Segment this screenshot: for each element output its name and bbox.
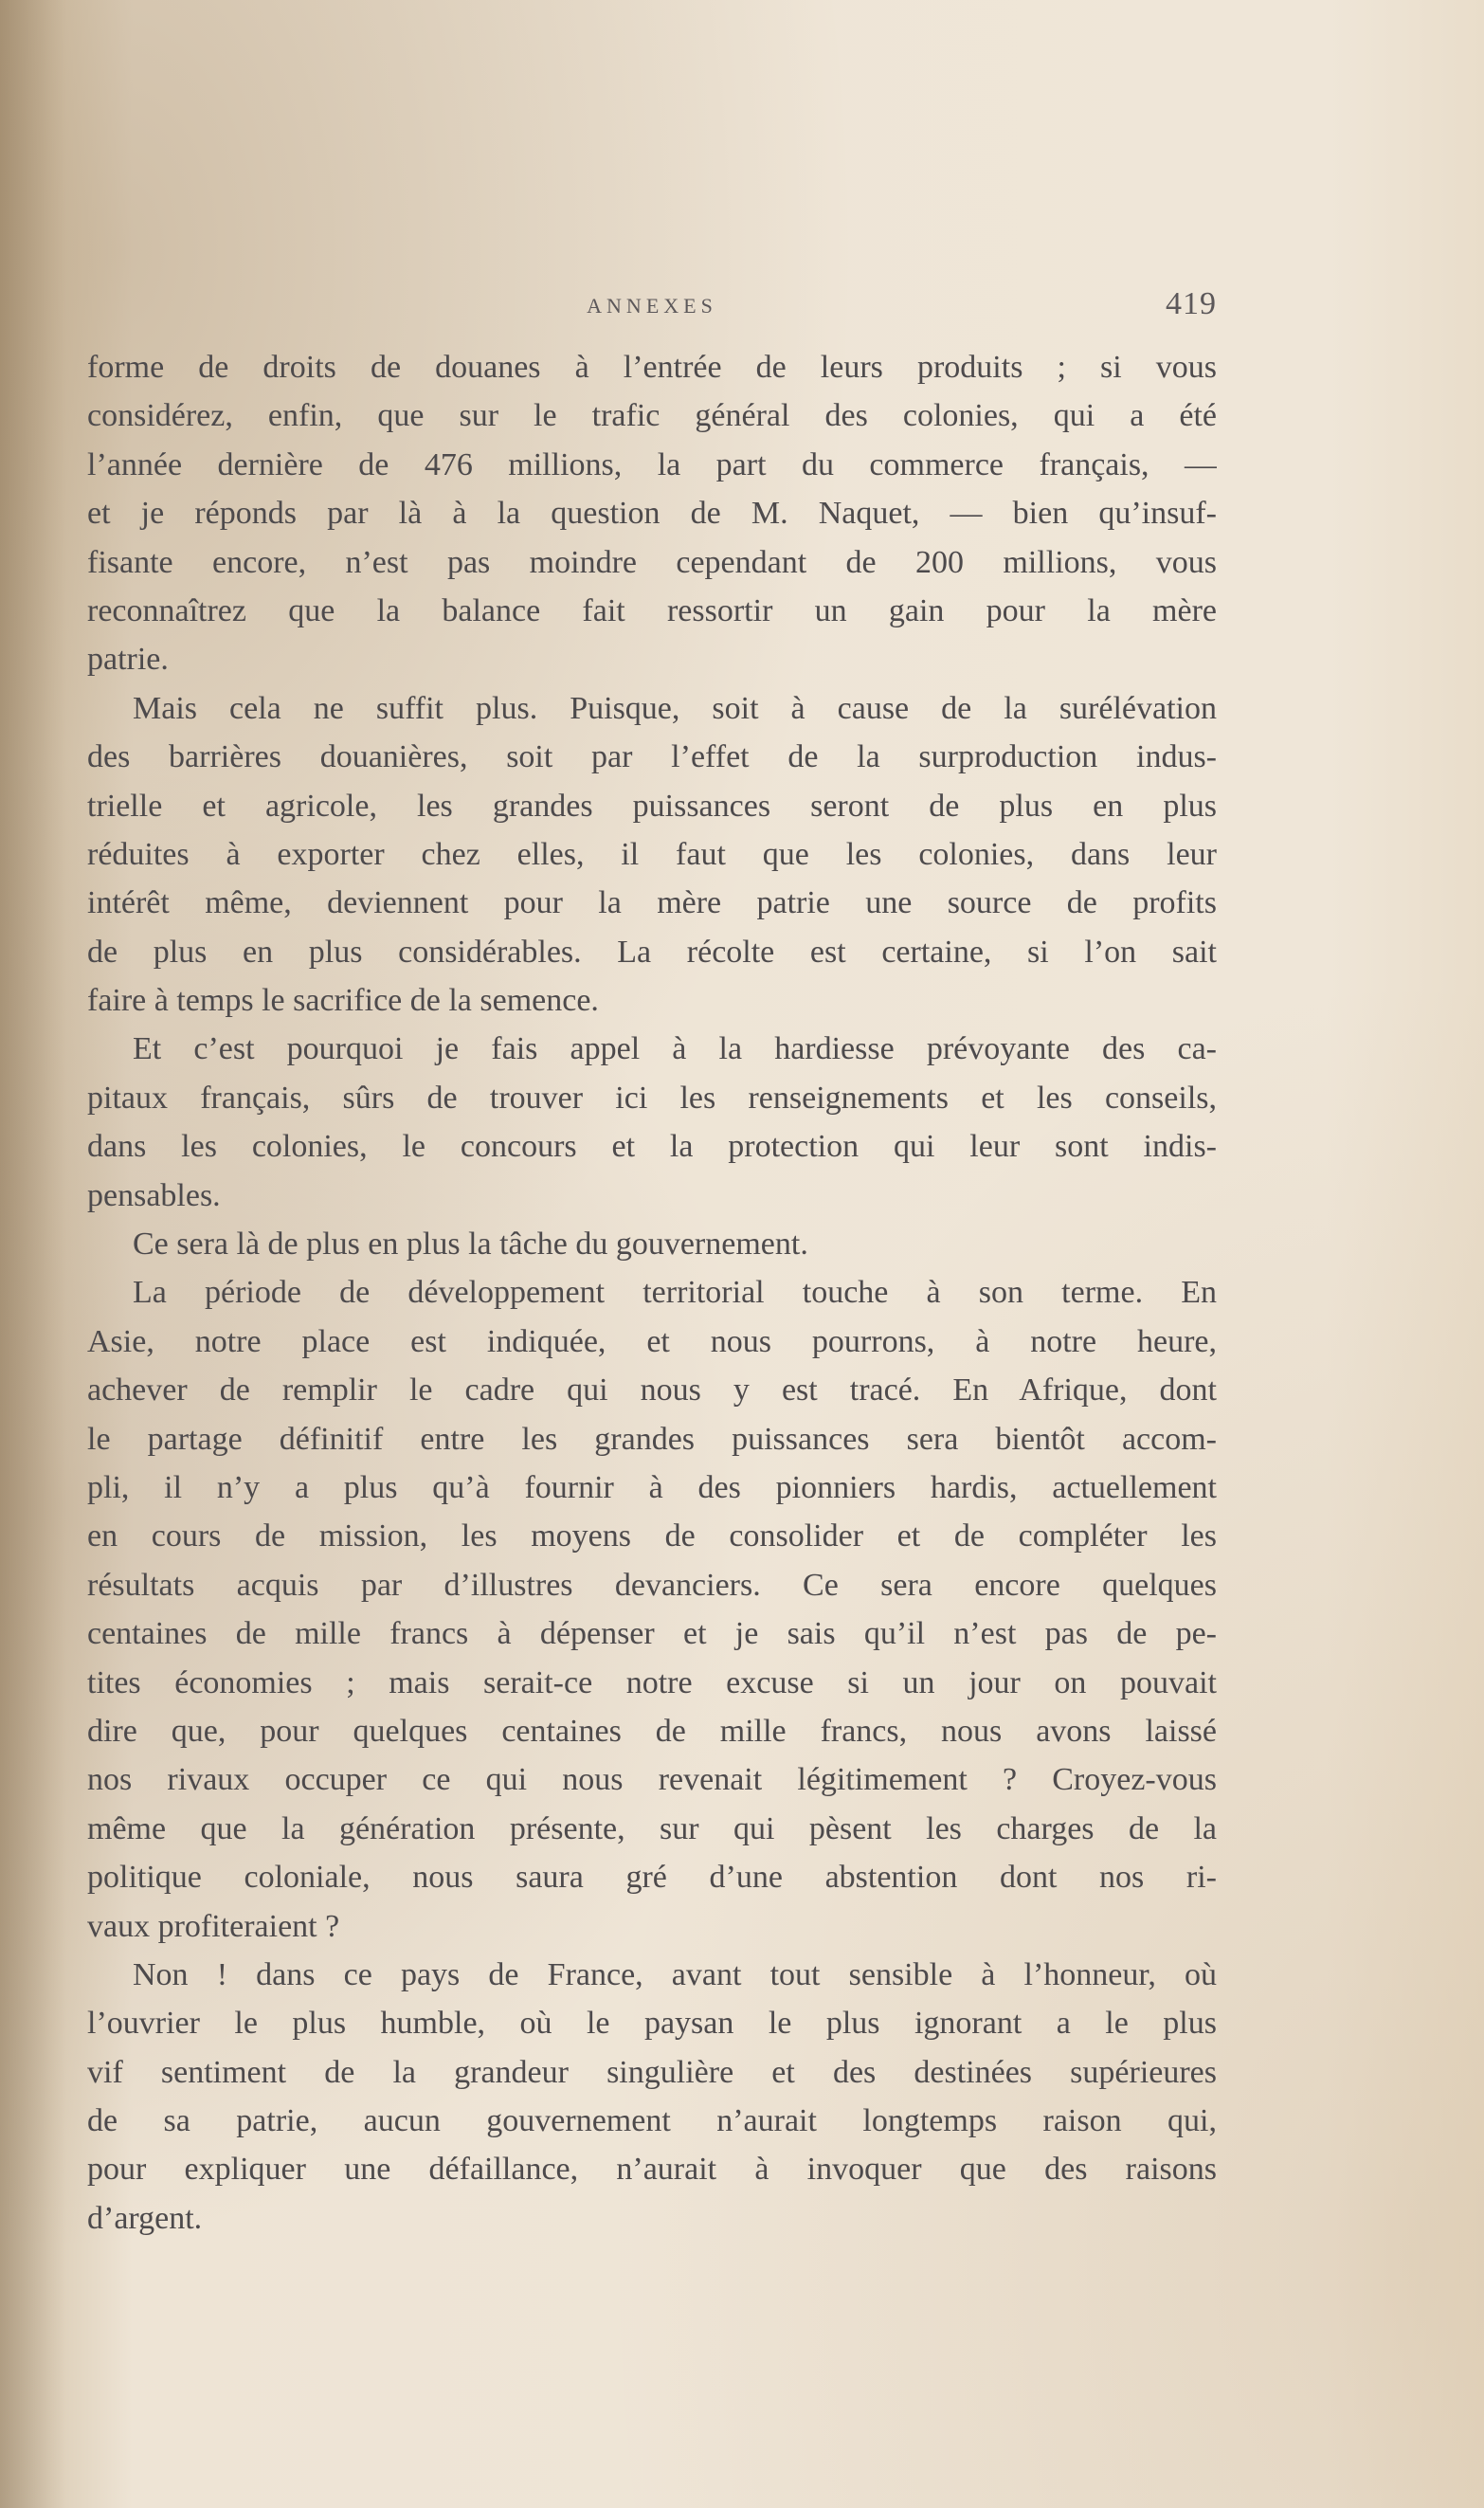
text-line: Ce sera là de plus en plus la tâche du gouvernement.: [133, 1227, 808, 1263]
text-line: dans les colonies, le concours et la protection qui leur sont indis-: [87, 1129, 1217, 1165]
body-text: [87, 343, 1217, 2243]
text-line: Asie, notre place est indiquée, et nous pourrons, à notre heure,: [87, 1323, 1217, 1359]
text-line: centaines de mille francs à dépenser et je sais qu’il n’est pas de pe-: [87, 1616, 1217, 1652]
text-line: trielle et agricole, les grandes puissances seront de plus en plus: [87, 788, 1217, 824]
text-line: Et c’est pourquoi je fais appel à la hardiesse prévoyante des ca-: [133, 1031, 1217, 1067]
text-line: pli, il n’y a plus qu’à fournir à des pionniers hardis, actuellement: [87, 1469, 1217, 1505]
text-line: forme de droits de douanes à l’entrée de leurs produits ; si vous: [87, 350, 1217, 385]
text-line: et je réponds par là à la question de M. Naquet, — bien qu’insuf-: [87, 496, 1217, 532]
text-line: achever de remplir le cadre qui nous y est tracé. En Afrique, dont: [87, 1372, 1217, 1408]
page-number: 419: [1166, 286, 1217, 321]
text-line: l’ouvrier le plus humble, où le paysan le plus ignorant a le plus: [87, 2006, 1217, 2042]
text-line: l’année dernière de 476 millions, la part du commerce français, —: [87, 446, 1217, 482]
text-line: intérêt même, deviennent pour la mère patrie une source de profits: [87, 885, 1217, 921]
text-line: réduites à exporter chez elles, il faut que les colonies, dans leur: [87, 836, 1217, 872]
page-header: [87, 286, 1217, 336]
text-line: faire à temps le sacrifice de la semence.: [87, 983, 599, 1019]
running-head: ANNEXES: [587, 294, 717, 318]
text-line: de plus en plus considérables. La récolte est certaine, si l’on sait: [87, 934, 1217, 970]
text-line: même que la génération présente, sur qui pèsent les charges de la: [87, 1810, 1217, 1846]
text-line: pitaux français, sûrs de trouver ici les renseignements et les conseils,: [87, 1080, 1217, 1116]
text-line: Mais cela ne suffit plus. Puisque, soit à cause de la surélévation: [133, 690, 1217, 726]
text-line: patrie.: [87, 642, 169, 678]
text-line: dire que, pour quelques centaines de mille francs, nous avons laissé: [87, 1713, 1217, 1749]
text-line: d’argent.: [87, 2200, 203, 2236]
text-line: reconnaîtrez que la balance fait ressortir un gain pour la mère: [87, 592, 1217, 628]
text-line: pensables.: [87, 1177, 221, 1213]
text-line: politique coloniale, nous saura gré d’une abstention dont nos ri-: [87, 1860, 1217, 1896]
text-line: de sa patrie, aucun gouvernement n’aurait longtemps raison qui,: [87, 2103, 1217, 2139]
text-line: considérez, enfin, que sur le trafic général des colonies, qui a été: [87, 398, 1217, 434]
text-line: nos rivaux occuper ce qui nous revenait légitimement ? Croyez-vous: [87, 1762, 1217, 1798]
text-line: le partage définitif entre les grandes puissances sera bientôt accom-: [87, 1421, 1217, 1457]
text-line: en cours de mission, les moyens de consolider et de compléter les: [87, 1518, 1217, 1554]
binding-gutter-shadow: [0, 0, 66, 2508]
text-line: vif sentiment de la grandeur singulière et des destinées supérieures: [87, 2054, 1217, 2090]
text-line: tites économies ; mais serait-ce notre excuse si un jour on pouvait: [87, 1664, 1217, 1700]
text-line: fisante encore, n’est pas moindre cependant de 200 millions, vous: [87, 544, 1217, 580]
text-line: résultats acquis par d’illustres devanciers. Ce sera encore quelques: [87, 1567, 1217, 1603]
text-line: Non ! dans ce pays de France, avant tout sensible à l’honneur, où: [133, 1956, 1217, 1992]
text-line: vaux profiteraient ?: [87, 1908, 340, 1944]
text-line: pour expliquer une défaillance, n’aurait à invoquer que des raisons: [87, 2152, 1217, 2188]
text-line: La période de développement territorial touche à son terme. En: [133, 1275, 1217, 1311]
text-line: des barrières douanières, soit par l’effet de la surproduction indus-: [87, 739, 1217, 775]
